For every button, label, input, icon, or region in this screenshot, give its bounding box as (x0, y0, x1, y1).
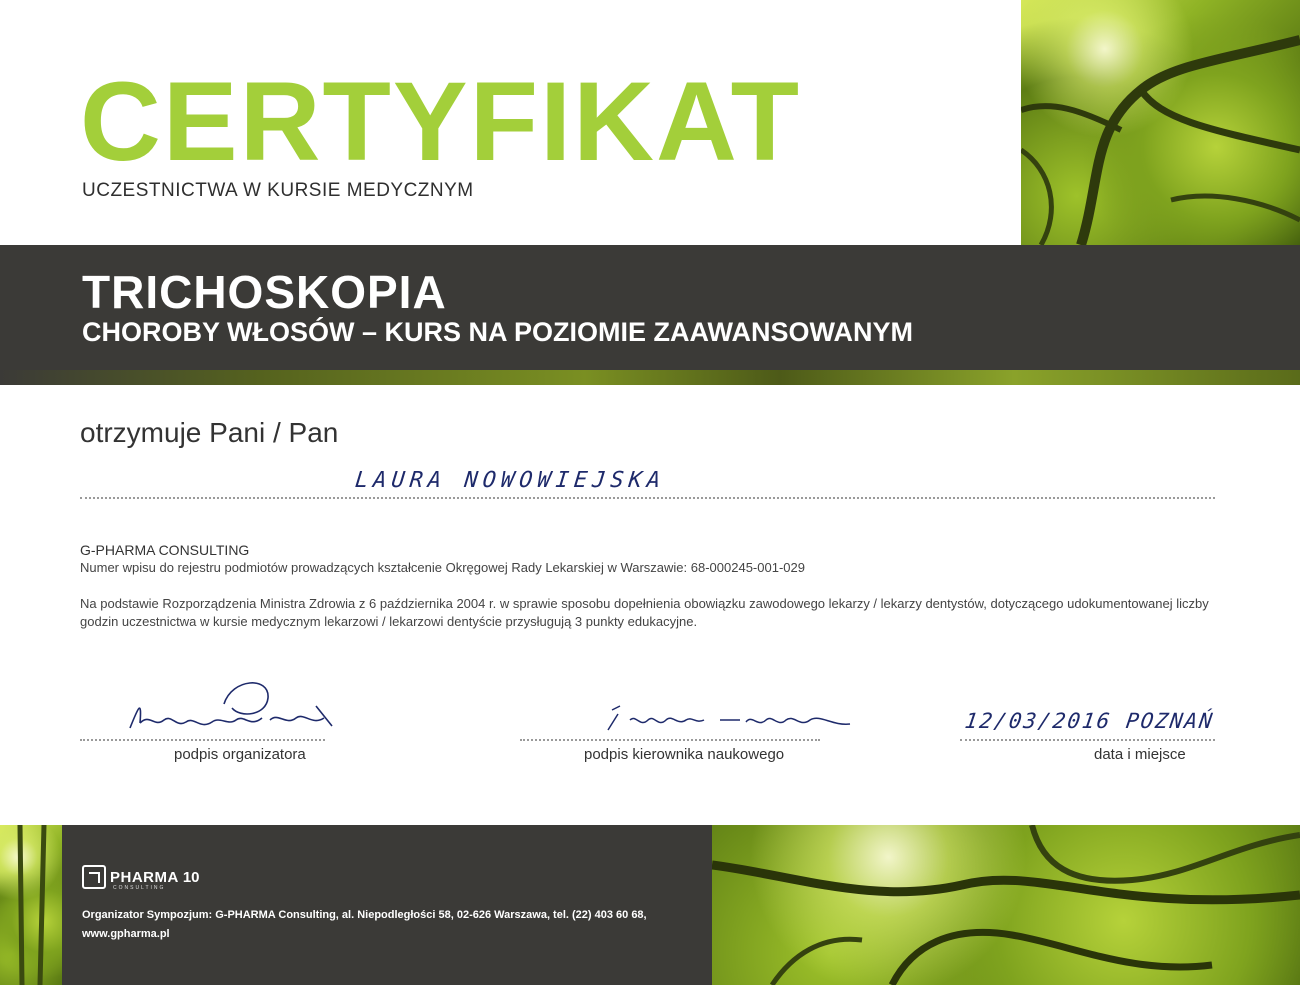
tree-branches-icon (1021, 0, 1300, 245)
course-subtitle: CHOROBY WŁOSÓW – KURS NA POZIOMIE ZAAWANSOWANYM (82, 317, 914, 347)
footer-website-link[interactable]: www.gpharma.pl (82, 928, 170, 940)
tree-trunks-icon (0, 825, 62, 985)
recipient-label: otrzymuje Pani / Pan (80, 417, 339, 448)
director-signature (600, 700, 860, 740)
organizer-signature (120, 668, 350, 746)
tree-photo-top (1021, 0, 1300, 245)
certificate-subtitle: UCZESTNICTWA W KURSIE MEDYCZNYM (82, 180, 474, 201)
logo-tagline: CONSULTING (113, 885, 166, 891)
director-signature-line (520, 739, 820, 741)
logo-number: 10 (182, 868, 200, 886)
organizer-signature-label: podpis organizatora (174, 746, 306, 763)
logo-text: PHARMA (110, 868, 179, 886)
course-band-foliage-strip (0, 370, 1300, 385)
registry-number-text: Numer wpisu do rejestru podmiotów prowadzących kształcenie Okręgowej Rady Lekarskiej w Warszawie: 68-000245-001-029 (80, 560, 805, 575)
tree-photo-footer-right (712, 825, 1300, 985)
organizer-name: G-PHARMA CONSULTING (80, 542, 250, 558)
course-title: TRICHOSKOPIA (82, 266, 447, 318)
director-signature-label: podpis kierownika naukowego (584, 746, 785, 763)
date-place-line (960, 739, 1215, 741)
organizer-signature-line (80, 739, 325, 741)
recipient-name-line (80, 497, 1215, 499)
recipient-name-handwritten: LAURA NOWOWIEJSKA (353, 468, 667, 493)
certificate-title: CERTYFIKAT (80, 59, 801, 184)
tree-photo-footer-left (0, 825, 62, 985)
footer-address: Organizator Sympozjum: G-PHARMA Consulting, al. Niepodległości 58, 02-626 Warszawa, tel. (22) 403 60 68, (82, 909, 647, 921)
date-place-handwritten: 12/03/2016 POZNAŃ (963, 709, 1216, 733)
tree-branches-icon (712, 825, 1300, 985)
date-place-label: data i miejsce (1094, 746, 1186, 763)
g-pharma-logo-icon (82, 865, 106, 889)
legal-basis-text: Na podstawie Rozporządzenia Ministra Zdrowia z 6 października 2004 r. w sprawie sposobu dopełnienia obowiązku zawodowego lekarzy / lekarzy dentystów, dotyczącego udokumentowanej liczby godzin uczestnictwa w kursie medycznym lekarzowi / lekarzowi dentyście przysługują 3 punkty edukacyjne. (80, 596, 1209, 629)
